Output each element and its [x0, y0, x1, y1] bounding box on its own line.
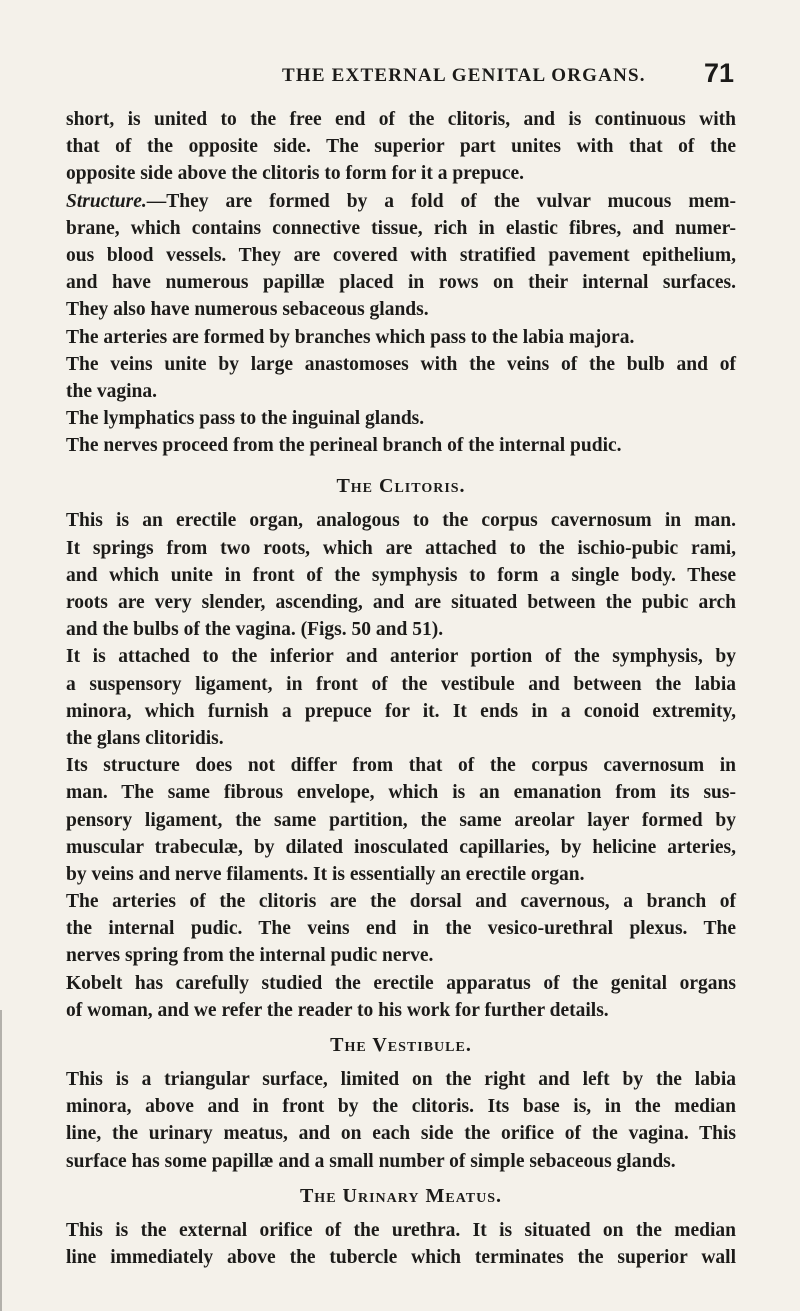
text-line: line, the urinary meatus, and on each side the orifice of the vagina. This: [66, 1123, 736, 1145]
scan-edge-shadow: [0, 1010, 2, 1311]
text-line: The lymphatics pass to the inguinal glands.: [66, 408, 425, 430]
text-line: Kobelt has carefully studied the erectile apparatus of the genital organs: [66, 972, 736, 994]
text-line: roots are very slender, ascending, and are situated between the pubic arch: [66, 592, 736, 613]
text-line: short, is united to the free end of the clitoris, and is continuous with: [66, 109, 736, 130]
structure-lead: Structure.: [66, 190, 147, 212]
text-line: This is an erectile organ, analogous to the corpus cavernosum in man.: [66, 510, 736, 532]
text-line: the internal pudic. The veins end in the vesico-urethral plexus. The: [66, 918, 736, 940]
text-line: opposite side above the clitoris to form for it a prepuce.: [66, 163, 525, 185]
text-line: Its structure does not differ from that of the corpus cavernosum in: [66, 755, 736, 777]
text-line: that of the opposite side. The superior part unites with that of the: [66, 136, 736, 158]
text-line: minora, above and in front by the clitoris. Its base is, in the median: [66, 1096, 736, 1118]
section-heading-clitoris: The Clitoris.: [336, 475, 466, 498]
text-line: and which unite in front of the symphysis to form a single body. These: [66, 564, 736, 586]
text-line: brane, which contains connective tissue, rich in elastic fibres, and numer-: [66, 217, 736, 239]
page-header: [66, 58, 734, 94]
section-heading-vestibule: The Vestibule.: [330, 1034, 472, 1056]
text-line-rest: —They are formed by a fold of the vulvar mucous mem-: [146, 190, 736, 212]
text-line: man. The same fibrous envelope, which is an emanation from its sus-: [66, 782, 736, 804]
text-line: the vagina.: [66, 380, 158, 402]
text-line: It is attached to the inferior and anterior portion of the symphysis, by: [66, 646, 736, 668]
text-line: The veins unite by large anastomoses with the veins of the bulb and of: [66, 353, 736, 375]
text-line: the glans clitoridis.: [66, 727, 224, 749]
text-line: surface has some papillæ and a small number of simple sebaceous glands.: [66, 1150, 676, 1172]
text-line: It springs from two roots, which are attached to the ischio-pubic rami,: [66, 537, 736, 559]
text-line: of woman, and we refer the reader to his work for further details.: [66, 999, 609, 1021]
running-title: THE EXTERNAL GENITAL ORGANS.: [282, 65, 646, 86]
text-line: The arteries are formed by branches which pass to the labia majora.: [66, 326, 635, 348]
text-line: [66, 188, 736, 215]
text-line: This is a triangular surface, limited on the right and left by the labia: [66, 1069, 736, 1090]
section-heading-urinary-meatus: The Urinary Meatus.: [299, 1184, 503, 1207]
text-line: a suspensory ligament, in front of the vestibule and between the labia: [66, 673, 736, 695]
text-line: line immediately above the tubercle which terminates the superior wall: [66, 1246, 736, 1268]
text-line: The arteries of the clitoris are the dorsal and cavernous, a branch of: [66, 891, 736, 913]
text-line: This is the external orifice of the urethra. It is situated on the median: [66, 1219, 736, 1241]
text-line: pensory ligament, the same partition, the same areolar layer formed by: [66, 809, 736, 831]
text-line: nerves spring from the internal pudic nerve.: [66, 945, 434, 967]
text-line: and have numerous papillæ placed in rows on their internal surfaces.: [66, 272, 736, 294]
text-line: The nerves proceed from the perineal branch of the internal pudic.: [66, 435, 622, 457]
text-line: and the bulbs of the vagina. (Figs. 50 and 51).: [66, 619, 444, 641]
page-number: 71: [703, 58, 734, 88]
text-line: ous blood vessels. They are covered with stratified pavement epithelium,: [66, 244, 736, 266]
text-line: They also have numerous sebaceous glands.: [66, 299, 429, 321]
text-line: by veins and nerve filaments. It is essentially an erectile organ.: [66, 863, 585, 885]
text-line: muscular trabeculæ, by dilated inosculated capillaries, by helicine arteries,: [66, 836, 736, 858]
text-line: minora, which furnish a prepuce for it. It ends in a conoid extremity,: [66, 700, 736, 722]
body-text: [66, 106, 736, 1271]
